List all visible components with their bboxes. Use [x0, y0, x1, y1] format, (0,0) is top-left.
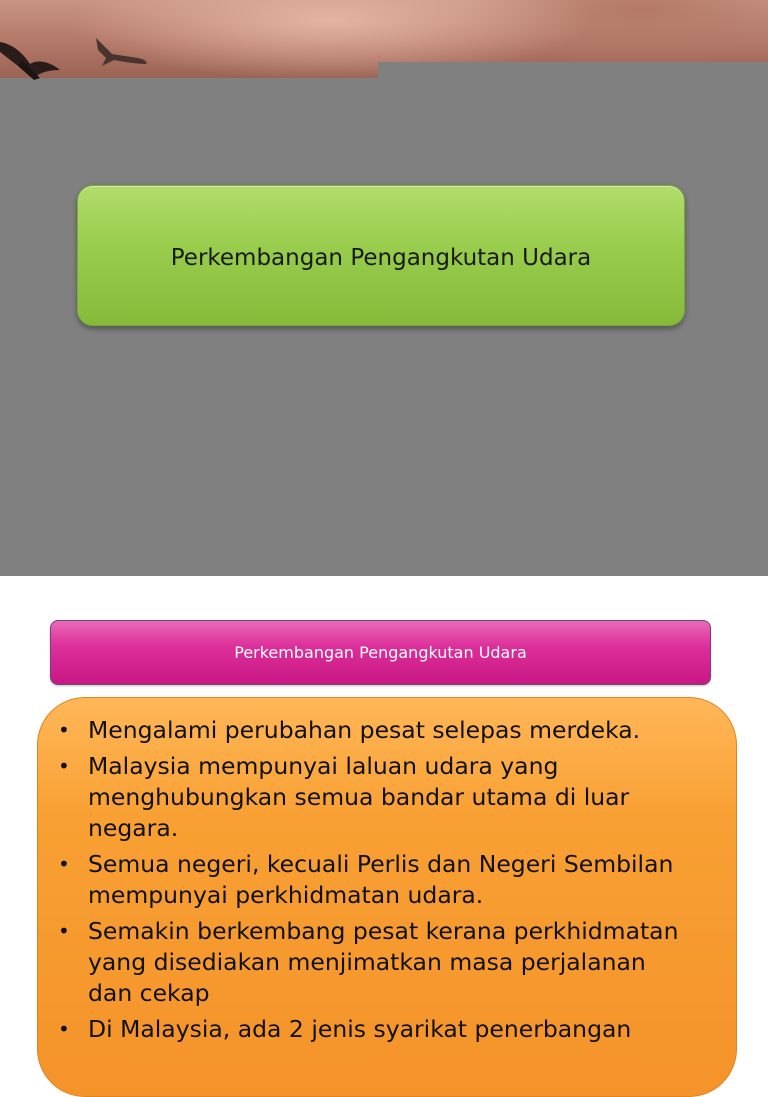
list-item [56, 715, 756, 746]
bullet-icon: • [58, 754, 70, 778]
slide-overlay-edge [378, 62, 768, 82]
bullet-icon: • [58, 919, 70, 943]
list-item [56, 849, 756, 911]
slide-2-header: Perkembangan Pengangkutan Udara [234, 643, 527, 662]
bullet-icon: • [58, 1017, 70, 1041]
bullet-icon: • [58, 718, 70, 742]
bullet-icon: • [58, 852, 70, 876]
bullet-text: Semakin berkembang pesat kerana perkhidmatan yang disediakan menjimatkan masa perjalanan dan cekap [88, 917, 679, 1007]
bullet-text: Di Malaysia, ada 2 jenis syarikat penerbangan [88, 1015, 632, 1043]
title-box [77, 185, 685, 326]
bullet-text: Semua negeri, kecuali Perlis dan Negeri Sembilan mempunyai perkhidmatan udara. [88, 850, 674, 909]
bullet-text: Malaysia mempunyai laluan udara yang menghubungkan semua bandar utama di luar negara. [88, 752, 630, 842]
header-box [50, 620, 711, 685]
slide-2 [0, 576, 768, 1043]
bird-icon [0, 30, 70, 82]
list-item [56, 916, 756, 1009]
bullet-list [56, 715, 756, 1050]
list-item [56, 1014, 756, 1045]
bullet-text: Mengalami perubahan pesat selepas merdeka. [88, 716, 641, 744]
airplane-icon [94, 36, 150, 70]
slide-1-title: Perkembangan Pengangkutan Udara [170, 244, 592, 271]
list-item [56, 751, 756, 844]
